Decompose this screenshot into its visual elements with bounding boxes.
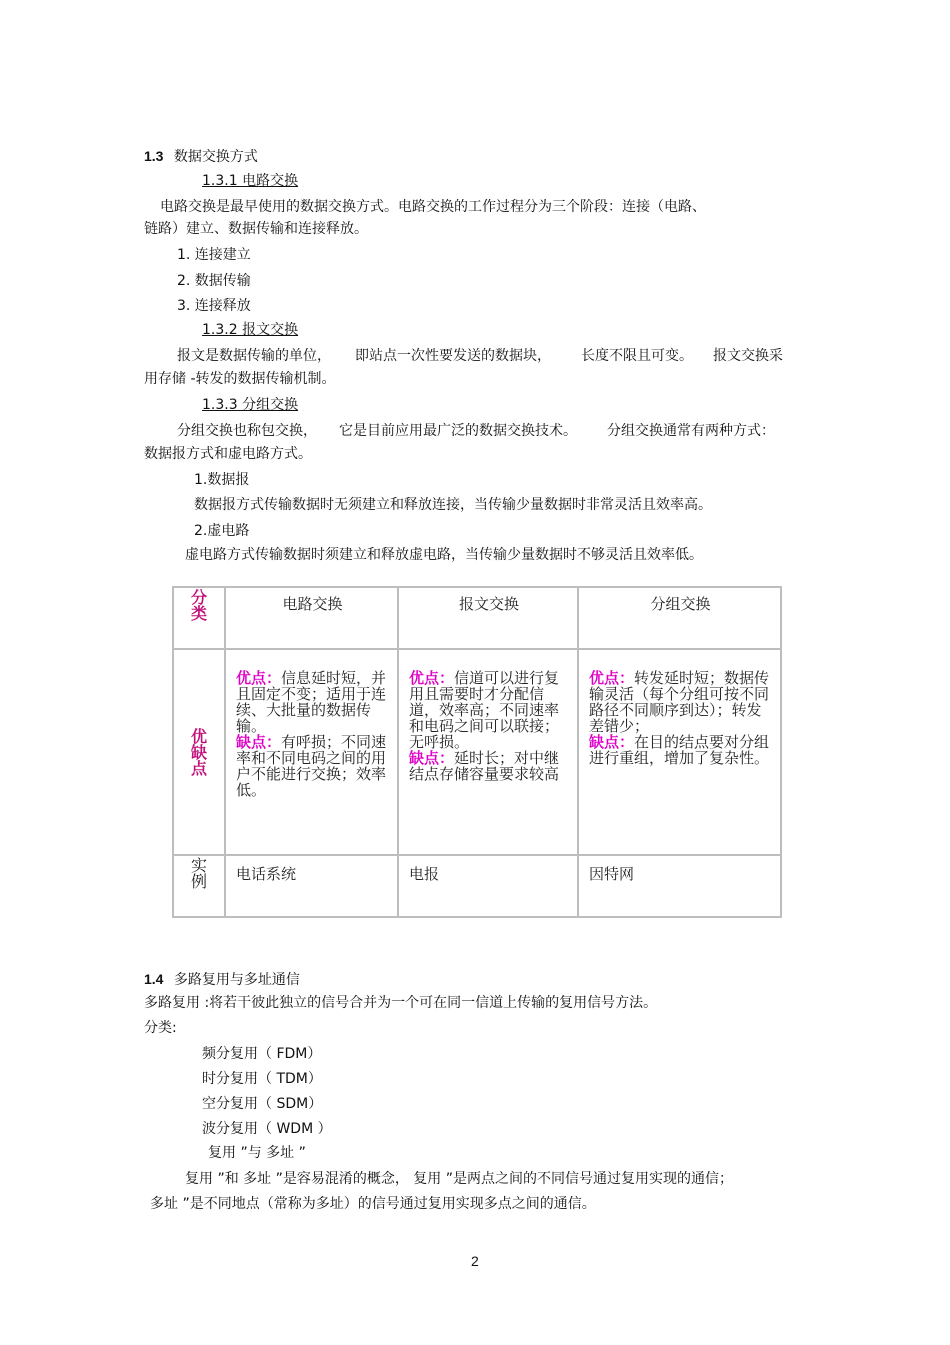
para-part: 分组交换通常有两种方式：	[607, 423, 775, 439]
table-row	[173, 587, 781, 649]
pros-label: 优点：	[589, 669, 635, 687]
subsection-1-3-1-heading: 1.3.1 电路交换	[202, 173, 299, 189]
cell-packet-pros-cons	[578, 649, 781, 855]
category-item: 波分复用（ WDM ）	[202, 1121, 332, 1137]
section-number: 1.3	[144, 148, 164, 164]
paragraph-multiplex-line2: 多址 ”是不同地点（常称为多址）的信号通过复用实现多点之间的通信。	[150, 1196, 596, 1212]
section-1-3-heading	[144, 147, 258, 166]
section-1-4-heading	[144, 970, 300, 989]
page-number: 2	[471, 1253, 479, 1269]
virtual-circuit-text: 虚电路方式传输数据时须建立和释放虚电路，当传输少量数据时不够灵活且效率低。	[185, 547, 703, 563]
column-header-circuit: 电路交换	[225, 587, 398, 649]
paragraph-packet-line2: 数据报方式和虚电路方式。	[144, 446, 312, 462]
para-part: 即站点一次性要发送的数据块，	[355, 348, 551, 364]
category-item: 空分复用（ SDM）	[202, 1096, 323, 1112]
comparison-table	[172, 586, 782, 918]
cons-text: 在目的结点要对分组进行重组，增加了复杂性。	[589, 733, 770, 767]
pros-text: 转发延时短；数据传输灵活（每个分组可按不同路径不同顺序到达）；转发差错少；	[589, 669, 770, 735]
example-packet: 因特网	[578, 855, 781, 917]
pros-label: 优点：	[236, 669, 282, 687]
section-number: 1.4	[144, 971, 164, 987]
example-circuit: 电话系统	[225, 855, 398, 917]
row-header-pros-cons: 优缺点	[173, 649, 225, 855]
cons-text: 有呼损；不同速率和不同电码之间的用户不能进行交换；效率低。	[236, 733, 387, 799]
cons-label: 缺点：	[409, 749, 455, 767]
multiplexing-definition: 多路复用 :将若干彼此独立的信号合并为一个可在同一信道上传输的复用信号方法。	[144, 995, 658, 1011]
cons-label: 缺点：	[589, 733, 635, 751]
para-part: 长度不限且可变。	[581, 348, 693, 364]
step-item: 3. 连接释放	[177, 298, 251, 314]
pros-text: 信息延时短，并且固定不变；适用于连续、大批量的数据传输。	[236, 669, 387, 735]
sub-heading: 复用 ”与 多址 ”	[208, 1145, 306, 1161]
cell-message-pros-cons	[398, 649, 578, 855]
cons-text: 延时长；对中继结点存储容量要求较高	[409, 749, 560, 783]
category-item: 时分复用（ TDM）	[202, 1071, 322, 1087]
table-row	[173, 649, 781, 855]
para-part: 它是目前应用最广泛的数据交换技术。	[339, 423, 577, 439]
pros-text: 信道可以进行复用且需要时才分配信道，效率高；不同速率和电码之间可以联接；无呼损。	[409, 669, 560, 751]
paragraph-circuit-line1: 电路交换是最早使用的数据交换方式。电路交换的工作过程分为三个阶段：连接（电路、	[160, 199, 706, 215]
subsection-1-3-3-heading: 1.3.3 分组交换	[202, 397, 299, 413]
para-part: 报文是数据传输的单位，	[177, 348, 331, 364]
cons-label: 缺点：	[236, 733, 282, 751]
cell-circuit-pros-cons	[225, 649, 398, 855]
category-label: 分类:	[144, 1020, 177, 1036]
paragraph-message-line1	[177, 347, 783, 365]
paragraph-circuit-line2: 链路）建立、数据传输和连接释放。	[144, 221, 368, 237]
para-part: 报文交换采	[713, 348, 783, 364]
virtual-circuit-title: 2.虚电路	[194, 523, 250, 539]
paragraph-message-line2: 用存储 -转发的数据传输机制。	[144, 371, 336, 387]
step-item: 2. 数据传输	[177, 273, 251, 289]
column-header-packet: 分组交换	[578, 587, 781, 649]
row-header-example: 实例	[173, 855, 225, 917]
subsection-1-3-2-heading: 1.3.2 报文交换	[202, 322, 299, 338]
row-header-class: 分类	[173, 587, 225, 649]
datagram-title: 1.数据报	[194, 472, 250, 488]
section-title: 数据交换方式	[173, 149, 258, 165]
category-item: 频分复用（ FDM）	[202, 1046, 322, 1062]
datagram-text: 数据报方式传输数据时无须建立和释放连接，当传输少量数据时非常灵活且效率高。	[194, 497, 712, 513]
column-header-message: 报文交换	[398, 587, 578, 649]
paragraph-multiplex-line1: 复用 ”和 多址 ”是容易混淆的概念， 复用 ”是两点之间的不同信号通过复用实现的通信；	[185, 1171, 734, 1187]
table-row	[173, 855, 781, 917]
section-title: 多路复用与多址通信	[173, 972, 300, 988]
paragraph-packet-line1	[177, 422, 775, 440]
pros-label: 优点：	[409, 669, 455, 687]
para-part: 分组交换也称包交换，	[177, 423, 317, 439]
step-item: 1. 连接建立	[177, 247, 251, 263]
example-message: 电报	[398, 855, 578, 917]
